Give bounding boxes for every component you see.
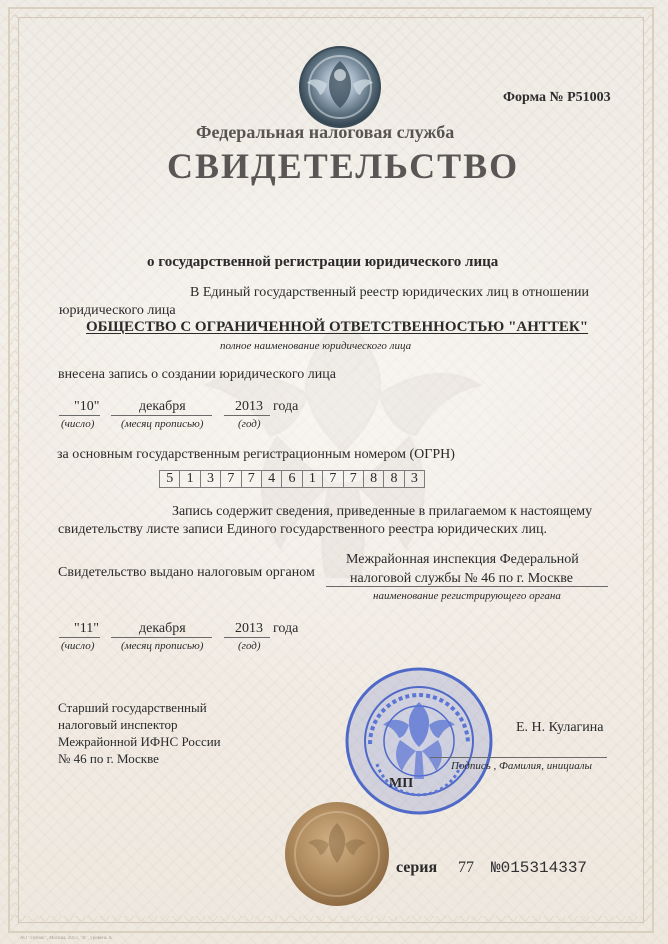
inspector-title-line-3: Межрайонной ИФНС России [58, 734, 221, 749]
issue-day-caption: (число) [61, 640, 95, 652]
register-intro-line-1: В Единый государственный реестр юридических лиц в отношении [190, 285, 590, 300]
registration-year: 2013 [235, 399, 263, 414]
ogrn-digit-grid [159, 470, 425, 488]
embossed-seal-icon [283, 800, 391, 908]
registration-day-caption: (число) [61, 418, 95, 430]
series-value: 77 [458, 859, 474, 876]
series-label: серия [396, 859, 438, 876]
issue-year-caption: (год) [238, 640, 261, 652]
issue-month-caption: (месяц прописью) [121, 640, 204, 652]
ogrn-label: за основным государственным регистрационным номером (ОГРН) [57, 447, 455, 462]
registration-day: "10" [74, 399, 100, 414]
signature-underline [430, 757, 607, 758]
issue-day: "11" [74, 621, 99, 636]
ogrn-digit: 6 [282, 471, 302, 487]
inspector-title-line-4: № 46 по г. Москве [58, 751, 159, 766]
information-line-1: Запись содержит сведения, приведенные в прилагаемом к настоящему [172, 504, 593, 519]
registration-day-underline [59, 415, 100, 416]
ogrn-digit: 1 [303, 471, 323, 487]
ogrn-digit: 4 [262, 471, 282, 487]
ogrn-digit: 3 [201, 471, 221, 487]
ogrn-digit: 8 [384, 471, 404, 487]
issue-year-underline [224, 637, 270, 638]
company-name: ОБЩЕСТВО С ОГРАНИЧЕННОЙ ОТВЕТСТВЕННОСТЬЮ "АНТТЕК" [86, 319, 589, 335]
ogrn-digit: 7 [344, 471, 364, 487]
entry-created-line: внесена запись о создании юридического лица [58, 367, 336, 382]
ogrn-digit: 5 [160, 471, 180, 487]
registration-month-underline [111, 415, 212, 416]
inspector-title-line-2: налоговый инспектор [58, 717, 178, 732]
issued-by-label: Свидетельство выдано налоговым органом [58, 565, 315, 580]
issuer-caption: наименование регистрирующего органа [373, 590, 561, 602]
issuer-underline [326, 586, 608, 587]
issue-year: 2013 [235, 621, 263, 636]
form-number: Форма № Р51003 [503, 90, 611, 105]
document-title: СВИДЕТЕЛЬСТВО [167, 146, 520, 186]
agency-name: Федеральная налоговая служба [196, 122, 455, 142]
information-line-2: свидетельству листе записи Единого государственного реестра юридических лиц. [58, 522, 547, 537]
document-subtitle: о государственной регистрации юридического лица [147, 254, 499, 270]
ogrn-digit: 3 [410, 471, 418, 486]
registration-month-caption: (месяц прописью) [121, 418, 204, 430]
registration-year-suffix: года [273, 399, 299, 414]
issue-month-underline [111, 637, 212, 638]
issuer-name-line-1: Межрайонная инспекция Федеральной [346, 552, 579, 567]
issue-year-suffix: года [273, 621, 299, 636]
registration-year-underline [224, 415, 270, 416]
issue-day-underline [59, 637, 100, 638]
ogrn-digit: 7 [221, 471, 241, 487]
official-stamp-icon [342, 664, 496, 818]
ogrn-digit: 7 [323, 471, 343, 487]
hologram-emblem-icon [298, 45, 382, 129]
company-name-caption: полное наименование юридического лица [220, 340, 412, 352]
ogrn-digit: 1 [180, 471, 200, 487]
printer-footnote: АО "Гознак", Москва, 2013, "В", уровень А [20, 936, 112, 941]
issuer-name-line-2: налоговой службы № 46 по г. Москве [350, 571, 573, 586]
registration-month: декабря [139, 399, 186, 414]
issue-month: декабря [139, 621, 186, 636]
registration-year-caption: (год) [238, 418, 261, 430]
register-intro-line-2: юридического лица [59, 303, 176, 318]
inspector-title-line-1: Старший государственный [58, 700, 207, 715]
document-number: №015314337 [491, 859, 588, 877]
signature-caption: Подпись , Фамилия, инициалы [451, 760, 592, 772]
signer-name: Е. Н. Кулагина [516, 720, 604, 735]
mp-label: МП [389, 776, 414, 791]
ogrn-digit: 8 [364, 471, 384, 487]
ogrn-digit: 7 [242, 471, 262, 487]
